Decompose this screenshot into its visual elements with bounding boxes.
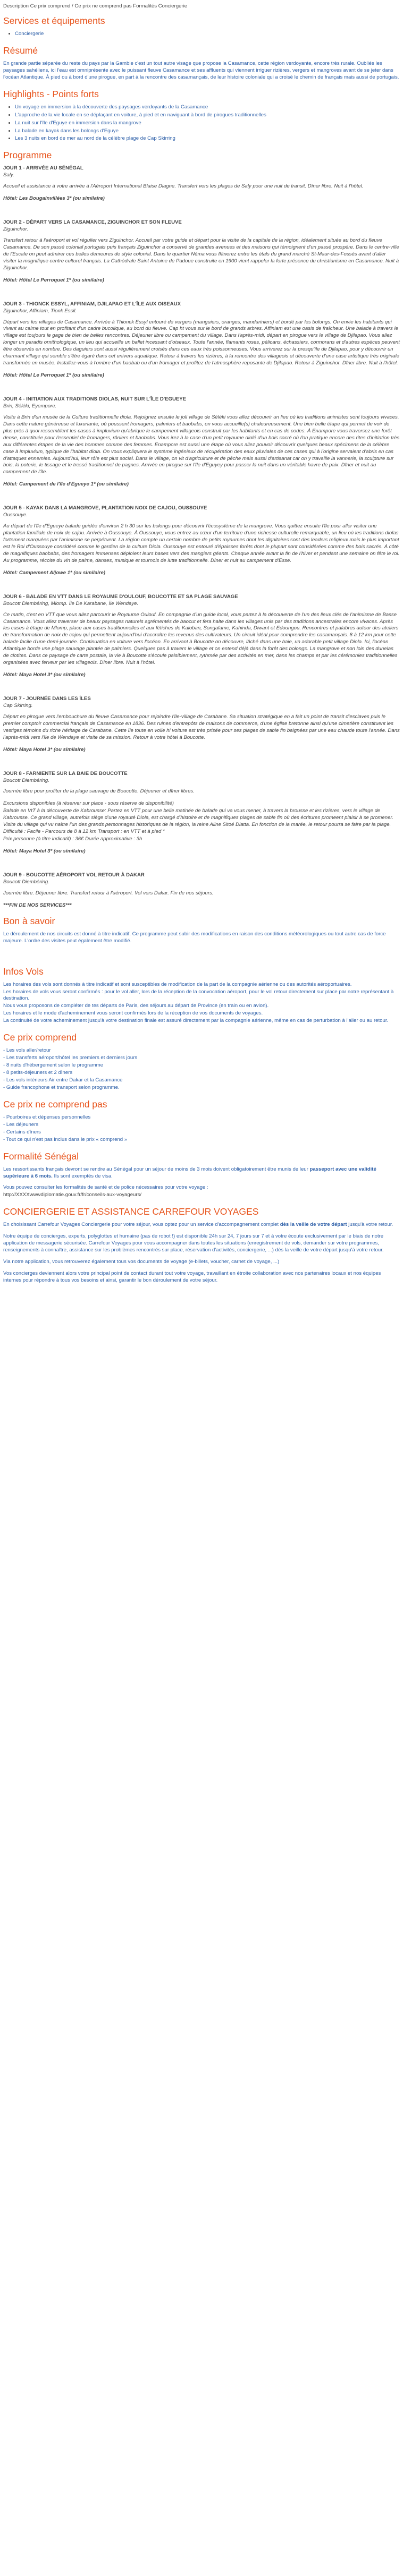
infos-vols-line: Nous vous proposons de compléter de tes départs de Paris, des séjours au départ de Province (en train ou en avion). xyxy=(3,1003,269,1009)
bon-a-savoir-text: Le déroulement de nos circuits est donné à titre indicatif. Ce programme peut subir des modifications en raison des conditions météorologiques ou tout autre cas de force majeure. L'ordre des visites peut également être modifié. xyxy=(3,931,386,944)
excursion-line: Excursions disponibles (à réserver sur place - sous réserve de disponibilité) xyxy=(3,800,174,807)
infos-vols-line: La continuité de votre acheminement jusqu'à votre destination finale est assuré directement par la compagnie aérienne, même en cas de perturbation à l'aller ou au retour. xyxy=(3,1018,389,1024)
day-description: Au départ de l'île d'Egueye balade guidée d'environ 2 h 30 sur les bolongs pour découvrir l'écosystème de la mangrove. Vous quittez ensuite l'île pour aller visiter une plantation familiale de noix de cajou. Arrivée à Oussouye. À Oussouye, vous entrez au cœur d'un territoire d'une richesse culturelle remarquable, un lieu où les traditions diolas fortement marquées par l'animisme se perpétuent. La région compte un certain nombre de petits royaumes dont les dignitaires sont des leaders religieux mais le plus important est le Roi d'Oussouye considéré comme le gardien de la culture Diola. Oussouye est entouré d'épaisses forêts dont le plupart sont considérées comme des bois sacrés. À côté de magnifiques baobabs, des fromagers immenses déploient leurs bases vers des mangiers géants. Chaque année avant la fin de l'hiver et pendant une semaine on fête le roi. Au programme, récolte du vin de palme, danses, musique et tournois de lutte traditionnelle. Dîner et nuit au campement d'Esse. xyxy=(3,523,400,564)
services-title: Services et équipements xyxy=(3,15,105,26)
day-5 xyxy=(3,505,400,576)
services-item: • Conciergerie xyxy=(15,31,400,38)
day-2 xyxy=(3,219,400,284)
conciergerie-p1-a: En choisissant Carrefour Voyages Conciergerie pour votre séjour, vous optez pour un service d'accompagnement complet xyxy=(3,1222,280,1228)
highlight-item: • La nuit sur l'île d'Eguye en immersion dans la mangrove xyxy=(15,120,400,127)
day-description: Accueil et assistance à votre arrivée à l'Aéroport International Blaise Diagne. Transfert vers les plages de Saly pour une nuit de transit. Dîner libre. Nuit à l'hôtel. xyxy=(3,183,364,190)
day-places: Brin, Séléki, Eyempore. xyxy=(3,403,57,409)
day-title: JOUR 4 - INITIATION AUX TRADITIONS DIOLAS, NUIT SUR L'ÎLE D'EGUEYE xyxy=(3,396,187,402)
infos-vols-text xyxy=(3,982,400,1025)
bon-a-savoir-title: Bon à savoir xyxy=(3,915,55,926)
day-9 xyxy=(3,872,400,909)
day-description: Départ en pirogue vers l'embouchure du fleuve Casamance pour rejoindre l'île-village de Carabane. Sa situation stratégique en a fait un point de transit d'esclaves puis le premier comptoir commercial français de Casamance en 1836. Des ruines d'entrepôts de maisons de commerce, d'une église bretonne ainsi qu'une cimetière constituent les vestiges témoins du riche héritage de Carabane. Cette île toute en voile hi voiture est très prisée pour ses plages de sable fin baignées par une eau chaude toute l'année. Dans l'après-midi vers l'île de Wendaye et visite de sa mission. Retour à votre hôtel à Boucotte. xyxy=(3,713,400,740)
tab-description-line: Description Ce prix comprend / Ce prix ne comprend pas Formalités Conciergerie xyxy=(3,3,188,9)
highlight-item: • La balade en kayak dans les bolongs d'Eguye xyxy=(15,128,400,135)
list-item: - Tout ce qui n'est pas inclus dans le prix « comprend » xyxy=(3,1136,128,1142)
day-description: Départ vers les villages de Casamance. Arrivée à Thionck Essyl entouré de vergers (manguiers, oranges, mandariniers) et bordé par les bolongs. On envie les habitants qui vivent au calme tout en profitant d'un cadre bucolique, au bord du fleuve. Cap ht vous sur le bord de grands arbres. Affiniam est une oasis de fraîcheur. Une balade à travers le village est toujours le gage de bien de belles rencontres. Déjeuner libre ou campement du village. Dans l'après-midi, départ en pirogue vers le village de Djilapao. Vous allez longer un paradis ornithologique, un lieu qui accueille un ballet incessant d'oiseaux. Toute l'année, flamants roses, pélicans, échassiers, cormorans et d'autres espèces peuvent être observés en nombre. Des daguiers sont aussi régulièrement croisés dans ces eaux très poissonneuses. Vous arriverez sur la presqu'île de Djilapao, pour y découvrir un charmant village qui semble s'être égaré dans cet univers aquatique. Retour à travers les rizières, à la rencontre des villageois et découverte d'une case artistique très originale transformée en musée. Installez-vous à l'ombre d'un baobab ou d'un fromager et profitez de l'atmosphère reposante de Djilapao. Retour à Ziguinchor. Dîner libre. Nuit à l'hôtel. xyxy=(3,319,400,366)
conciergerie-p1-b: jusqu'à votre retour. xyxy=(347,1222,393,1228)
day-title: JOUR 5 - KAYAK DANS LA MANGROVE, PLANTATION NOIX DE CAJOU, OUSSOUYE xyxy=(3,505,207,511)
day-6 xyxy=(3,594,400,679)
list-item: - Pourboires et dépenses personnelles xyxy=(3,1114,91,1120)
list-item: - Certains dîners xyxy=(3,1129,41,1135)
day-description: Journée libre. Déjeuner libre. Transfert retour à l'aéroport. Vol vers Dakar. Fin de nos séjours. xyxy=(3,890,214,896)
day-title: JOUR 9 - BOUCOTTE AÉROPORT VOL RETOUR À DAKAR xyxy=(3,872,145,878)
end-of-services-note: ***FIN DE NOS SERVICES*** xyxy=(3,902,72,908)
highlight-item: • Un voyage en immersion à la découverte des paysages verdoyants de la Casamance xyxy=(15,104,400,111)
formalite-text-bold: passeport avec une validité supérieure à 6 mois. xyxy=(3,1166,376,1179)
day-hotel: Hôtel: Maya Hotel 3* (ou similaire) xyxy=(3,848,86,854)
conciergerie-p3: Via notre application, vous retrouverez également tous vos documents de voyage (e-billets, voucher, carnet de voyage, ...) xyxy=(3,1259,280,1265)
day-places: Cap Skirring. xyxy=(3,702,33,709)
day-description: Visite à Brin d'un musée de la Culture traditionnelle diola. Rejoignez ensuite le joli village de Séléki vous allez découvrir un lieu où les traditions animistes sont toujours vivaces. Dans cette nature généreuse et luxuriante, où poussent fromagers, palmiers et baobabs, on vous accueille(s) chaleureusement. Une bien belle étape qui permet de voir de plus près à quoi ressemblent les cases à impluvium qu'abrique le campement villageois construit par les habitants et en cas de codes. À Enampore vous traversez une forêt dense, constituée pour l'essentiel de fromagers, rôniers et baobabs. Vous irez à la case d'un petit royaume diolé d'un bois sacré où l'on pratique encore des rites d'initiation très aux différentes étapes de la vie des hommes comme des femmes. Enampore est aussi une étape où vous allez pouvoir découvrir quelques beaux spécimens de la célèbre case à impluvium, typique de l'habitat diola. On vous expliquera le système ingénieux de récupération des eaux pluviales de ces cases qui à l'origine servaient d'abris en cas d'attaques ennemies. Aujourd'hui, leur rôle est plus social. Dans le village, on vit d'agriculture et de pêche mais aussi d'artisanat car on y travaille la vannerie, la sculpture sur bois, la poterie, le tissage et le tressé traditionnel de pagnes. Arrivée en pirogue sur l'île d'Eguyey pour passer la nuit dans un véritable havre de paix. Dîner et nuit au campement de l'île. xyxy=(3,414,400,475)
day-8 xyxy=(3,771,400,855)
day-places: Ziguinchor. xyxy=(3,226,29,233)
day-7 xyxy=(3,696,400,754)
resume-title: Résumé xyxy=(3,45,38,56)
list-item: - Les déjeuners xyxy=(3,1121,39,1128)
day-title: JOUR 3 - THIONCK ESSYL, AFFINIAM, DJILAPAO ET L'ÎLE AUX OISEAUX xyxy=(3,301,181,307)
formalite-text-b: Ils sont exemptés de visa. xyxy=(52,1173,113,1179)
day-hotel: Hôtel: Les Bougainvillées 3* (ou similaire) xyxy=(3,195,105,202)
day-description: Ce matin, c'est en VTT que vous allez parcourir le Royaume Oulouf. En compagnie d'un guide local, vous partez à la découverte de l'un des lieux clés de l'animisme de Basse Casamance. Vous allez traverser de beaux paysages naturels agrémentés de baocut et fera halte dans les villages unis par des traditions ancestrales encore vivaces. Après les cases à étage de Mlomp, place aux cases traditionnelles et aux fétiches de Kaloban, Songalame, Kahinda, Diwant et Edoungou. Rencontres et palabres autour des ateliers de transformation de noix de cajou qui permettent aujourd'hui d'accroître les revenus des cultivateurs. Un circuit idéal pour comprendre les casamançais. 8 à 12 km pour cette balade facile d'une demi-journée. Continuation en voiture vers l'océan. En arrivant à Boucotte on découvre, lâché dans une baie, un adorable petit village Diola. Ici, l'océan Atlantique borde une plage sauvage plantée de palmiers. Quelques pas à travers le village et on entend déjà dans la forêt des bolongs. La mangrove et non loin des dunelas de clotites. Dans ce paysage de carte postale, la vie à Boucotte s'écoule paisiblement, rythmée par des activités en mer, dans les champs et par les cérémonies traditionnelles organisées avec ferveur par les villageois. Dîner libre. Nuit à l'hôtel. xyxy=(3,611,399,666)
formalite-text-a: Les ressortissants français devront se rendre au Sénégal pour un séjour de moins de 3 mois doivent obligatoirement être munis de leur xyxy=(3,1166,310,1172)
list-item: - Guide francophone et transport selon programme. xyxy=(3,1084,120,1090)
highlight-item: • Les 3 nuits en bord de mer au nord de la célèbre plage de Cap Skirring xyxy=(15,135,400,142)
conciergerie-p4: Vos concierges deviennent alors votre principal point de contact durant tout votre voyage, travaillant en étroite collaboration avec nos partenaires locaux et nos équipes internes pour répondre à tous vos besoins et ainsi, garantir le bon déroulement de votre séjour. xyxy=(3,1270,381,1283)
services-list xyxy=(3,31,400,38)
programme-title: Programme xyxy=(3,150,52,161)
prix-comprend-list xyxy=(3,1047,400,1091)
day-title: JOUR 7 - JOURNÉE DANS LES ÎLES xyxy=(3,696,91,702)
day-hotel: Hôtel: Hôtel Le Perroquet 1* (ou similaire) xyxy=(3,277,104,283)
prix-ne-comprend-list xyxy=(3,1114,400,1144)
day-excursions xyxy=(3,800,400,843)
day-places: Ziguinchor, Affiniam, Tionk Essil. xyxy=(3,308,77,314)
day-hotel: Hôtel: Campement Aljowe 1* (ou similaire) xyxy=(3,569,106,576)
formalite-passport-text xyxy=(3,1166,400,1180)
conciergerie-p2: Notre équipe de concierges, experts, polyglottes et humaine (pas de robot !) est disponible 24h sur 24, 7 jours sur 7 et à votre écoute exclusivement par le biais de notre application de messagerie sécurisée. Carrefour Voyages pour vous accompagner dans toutes les situations (enregistrement de vols, demander sur votre programmes, renseignements à connaître, assistance sur les problèmes rencontrés sur place, réservation d'activités, conciergerie, ...) dès la veille de votre départ jusqu'à votre retour. xyxy=(3,1233,384,1253)
formalite-link-anchor[interactable]: http://XXXXwwwdiplomatie.gouv.fr/fr/conseils-aux-voyageurs/ xyxy=(3,1192,142,1198)
day-4 xyxy=(3,396,400,488)
day-1 xyxy=(3,165,400,202)
resume-text: En grande partie séparée du reste du pays par la Gambie c'est un tout autre visage que propose la Casamance, cette région verdoyante, encore très rurale. Oubliés les paysages sahéliens, ici l'eau est omniprésente avec le puissant fleuve Casamance et ses affluents qui viennent irriguer rizières, vergers et mangroves avant de se jeter dans l'océan Atlantique. À pied ou à bord d'une pirogue, en part à la rencontre des casamançais, de leur histoire coloniale qui a croisé le chemin de français mais aussi de portugais. xyxy=(3,60,399,80)
day-3 xyxy=(3,301,400,379)
list-item: - Les vols intérieurs Air entre Dakar et la Casamance xyxy=(3,1077,123,1083)
day-title: JOUR 2 - DÉPART VERS LA CASAMANCE, ZIGUINCHOR ET SON FLEUVE xyxy=(3,219,182,226)
conciergerie-title: CONCIERGERIE ET ASSISTANCE CARREFOUR VOYAGES xyxy=(3,1206,259,1217)
excursion-line: Balade en VtT à la découverte de Kabrousse: Partez en VTT pour une belle matinée de balade qui va vous mener, à travers la brousse et les rizières, vers le village de Kabrousse. Ce grand village, autrefois siège d'une royauté Diola, est chargé d'histoire et de magnifiques plages de sable fin où des écritures promeent plaisir à se promener. Visite du village qui vu naître l'un des grands personnages historiques de la région, la reine Aline Sitoé Diatta. En fonction de la marée, le retour pourra se faire par la plage. Difficulté : Facile - Parcours de 8 à 12 km Transport : en VTT et à pied * xyxy=(3,808,393,835)
infos-vols-line: Les horaires et le mode d'acheminement vous seront confirmés lors de la réception de vos documents de voyages. xyxy=(3,1010,263,1017)
highlights-title: Highlights - Points forts xyxy=(3,88,99,99)
highlights-list xyxy=(3,104,400,143)
day-title: JOUR 6 - BALADE EN VTT DANS LE ROYAUME D'OULOUF, BOUCOTTE ET SA PLAGE SAUVAGE xyxy=(3,593,238,600)
formalite-title: Formalité Sénégal xyxy=(3,1150,79,1162)
day-description: Journée libre pour profiter de la plage sauvage de Boucotte. Déjeuner et dîner libres. xyxy=(3,788,195,795)
day-places: Oussouye. xyxy=(3,512,28,518)
day-hotel: Hôtel: Hôtel Le Perroquet 1* (ou similaire) xyxy=(3,372,104,379)
day-hotel: Hôtel: Maya Hotel 3* (ou similaire) xyxy=(3,746,86,753)
highlight-item: • L'approche de la vie locale en se déplaçant en voiture, à pied et en naviguant à bord de pirogues traditionnelles xyxy=(15,112,400,119)
day-title: JOUR 8 - FARNIENTE SUR LA BAIE DE BOUCOTTE xyxy=(3,770,128,777)
formalite-link[interactable] xyxy=(3,1192,400,1199)
list-item: - 8 nuits d'hébergement selon le programme xyxy=(3,1062,103,1069)
infos-vols-line: Les horaires des vols sont donnés à titre indicatif et sont susceptibles de modification de la part de la compagnie aérienne ou des autorités aéroportuaires. xyxy=(3,981,352,987)
excursion-line: Prix personne (à titre indicatif) : 36€ Durée approximative : 3h xyxy=(3,836,142,842)
formalite-consult xyxy=(3,1184,400,1199)
conciergerie-p1-bold: dès la veille de votre départ xyxy=(280,1222,347,1228)
infos-vols-line: Les horaires de vols vous seront confirmés : pour le vol aller, lors de la réception de la convocation aéroport, pour le vol retour directement sur place par notre représentant à destination. xyxy=(3,988,394,1002)
day-hotel: Hôtel: Maya Hotel 3* (ou similaire) xyxy=(3,672,86,678)
list-item: - 8 petits-déjeuners et 2 dîners xyxy=(3,1070,73,1076)
day-description: Transfert retour à l'aéroport et vol régulier vers Ziguinchor. Accueil par votre guide et départ pour la visite de la capitale de la région, idéalement située au bord du fleuve Casamance. De son passé colonial portugais puis français Ziguinchor a conservé de grandes avenues et des maisons qui témoignent d'un passé prospère. Dans le centre-ville de l'Escale on peut admirer ces belles demeures de style colonial. Dans le quartier Néma vous flânerez entre les étals du grand marché St-Maur-des-Fossés avant d'aller visiter la magnifique centre culturel français. La Cathédrale Saint Antoine de Padoue construite en 1900 vient rappeler la forte présence du christianisme en Casamance. Nuit à Ziguinchor. xyxy=(3,237,399,271)
day-places: Boucott Diembéring. xyxy=(3,777,49,783)
list-item: - Les vols aller/retour xyxy=(3,1047,51,1054)
list-item: - Les transferts aéroport/hôtel les premiers et derniers jours xyxy=(3,1055,138,1061)
day-title: JOUR 1 - ARRIVÉE AU SÉNÉGAL xyxy=(3,165,83,172)
infos-vols-title: Infos Vols xyxy=(3,966,44,977)
prix-comprend-title: Ce prix comprend xyxy=(3,1032,77,1043)
day-places: Boucott Diembéring. xyxy=(3,878,49,885)
formalite-consult-text: Vous pouvez consulter les formalités de santé et de police nécessaires pour votre voyage : xyxy=(3,1184,208,1191)
conciergerie-p1 xyxy=(3,1222,400,1229)
day-places: Saly. xyxy=(3,172,14,178)
day-places: Boucott Diembéring, Mlomp. Île De Karabane, Île Wendaye. xyxy=(3,600,139,607)
prix-ne-comprend-title: Ce prix ne comprend pas xyxy=(3,1098,107,1110)
day-hotel: Hôtel: Campement de l'île d'Egueye 1* (ou similaire) xyxy=(3,481,129,488)
